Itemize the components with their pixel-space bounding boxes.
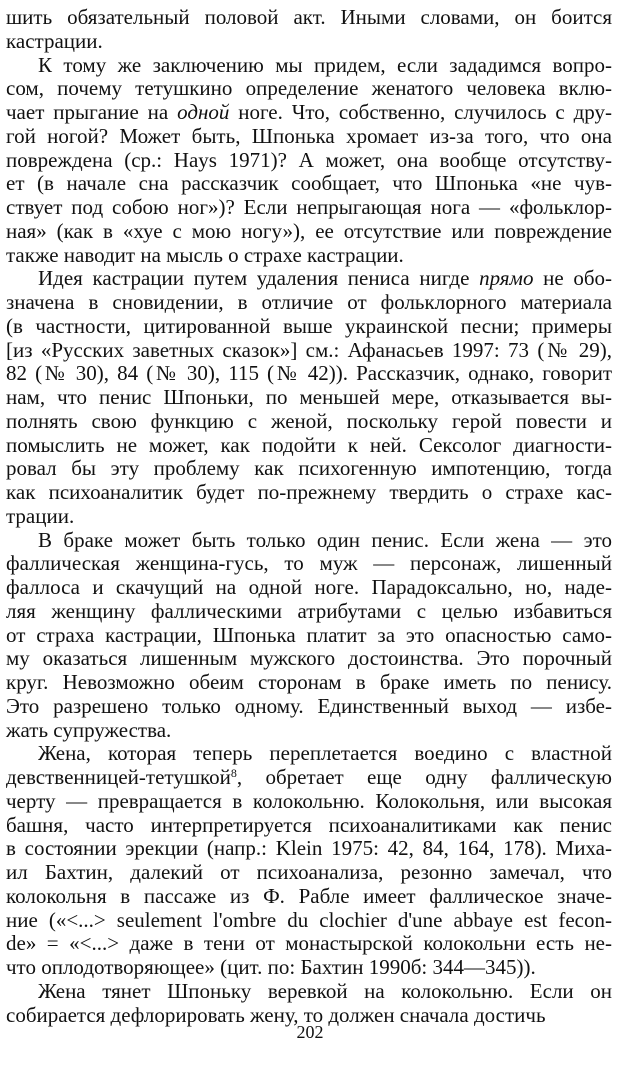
text-span: Жена, которая теперь переплетается воедино с властной [38, 741, 612, 766]
text-span: Это разрешено только одному. Единственный выход — избе- [6, 693, 612, 718]
text-span: Жена тянет Шпоньку веревкой на колокольню. Если он [38, 978, 612, 1003]
text-span: полнять свою функцию с женой, поскольку герой повести и [6, 408, 612, 433]
text-span: Идея кастрации путем удаления пениса нигде [38, 266, 480, 291]
text-span: ил Бахтин, далекий от психоанализа, резонно замечал, что [6, 860, 612, 884]
text-span: ние («<...> seulement l'ombre du clochier d'une abbaye est fecon- [6, 907, 612, 932]
text-span: жать супружества. [6, 717, 172, 742]
text-span: [из «Русских заветных сказок»] см.: Афанасьев 1997: 73 (№ 29), [6, 337, 612, 362]
text-span: что оплодотворяющее» (цит. по: Бахтин 1990б: 344—345)). [6, 955, 536, 979]
text-span: девственницей-тетушкой [6, 765, 231, 789]
text-span: фаллоса и скачущий на одной ноге. Парадоксально, но, наде- [6, 575, 612, 599]
text-span: собирается дефлорировать жену, то должен сначала достичь [6, 1002, 546, 1027]
text-span: не обо- [533, 266, 612, 291]
text-span: кастрации. [6, 28, 103, 53]
text-span: В браке может быть только один пенис. Если жена — это [38, 527, 612, 552]
text-span: колокольня в пассаже из Ф. Рабле имеет фаллическое значе- [6, 883, 612, 908]
text-span: сом, почему тетушкино определение женатого человека вклю- [6, 76, 612, 101]
text-span: круг. Невозможно обеим сторонам в браке иметь по пенису. [6, 670, 612, 694]
text-span: от страха кастрации, Шпонька платит за это опасностью само- [6, 622, 612, 647]
text-span: 82 (№ 30), 84 (№ 30), 115 (№ 42)). Рассказчик, однако, говорит [6, 361, 612, 386]
text-span: (в частности, цитированной выше украинской песни; примеры [6, 313, 612, 338]
text-span: К тому же заключению мы придем, если зададимся вопро- [38, 52, 612, 77]
text-span: ноге. Что, собственно, случилось с дру- [229, 100, 612, 124]
text-span: повреждена (ср.: Hays 1971)? А может, она вообще отсутству- [6, 147, 612, 172]
text-span: ная» (как в «хуе с мою ногу»), ее отсутствие или повреждение [6, 218, 612, 243]
text-span: ствует под собою ног»)? Если непрыгающая нога — «фольклор- [6, 195, 612, 219]
text-span: му оказаться лишенным мужского достоинства. Это порочный [6, 646, 612, 671]
text-span: гой ногой? Может быть, Шпонька хромает из-за того, что она [6, 123, 612, 148]
text-span: черту — превращается в колокольню. Колокольня, или высокая [6, 788, 612, 813]
text-span: значена в сновидении, в отличие от фольклорного материала [6, 290, 612, 314]
text-span: трации. [6, 503, 75, 528]
emphasis-text: прямо [479, 266, 534, 291]
page-number: 202 [296, 1022, 324, 1042]
text-span: шить обязательный половой акт. Иными словами, он боится [6, 5, 612, 29]
text-span: ляя женщину фаллическими атрибутами с целью избавиться [6, 598, 612, 623]
text-span: , обретает еще одну фаллическую [236, 765, 612, 789]
text-span: фаллическая женщина-гусь, то муж — персонаж, лишенный [6, 551, 612, 576]
text-span: нам, что пенис Шпоньки, по меньшей мере, отказывается вы- [6, 385, 612, 409]
text-span: de» = «<...> даже в тени от монастырской колокольни есть не- [6, 931, 612, 956]
text-span: как психоаналитик будет по-прежнему твердить о страхе кас- [6, 480, 612, 504]
footnote-marker[interactable]: 8 [230, 766, 237, 780]
emphasis-text: одной [177, 100, 230, 124]
text-span: в состоянии эрекции (напр.: Klein 1975: 42, 84, 164, 178). Миха- [6, 836, 612, 861]
text-span: ровал бы эту проблему как психогенную импотенцию, тогда [6, 456, 612, 481]
text-span: ет (в начале сна рассказчик сообщает, что Шпонька «не чув- [6, 171, 612, 196]
text-span: чает прыгание на [6, 100, 178, 124]
text-span: башня, часто интерпретируется психоаналитиками как пенис [6, 812, 612, 837]
text-span: также наводит на мысль о страхе кастрации. [6, 242, 404, 267]
text-span: помыслить не может, как подойти к ней. Сексолог диагности- [6, 432, 612, 457]
